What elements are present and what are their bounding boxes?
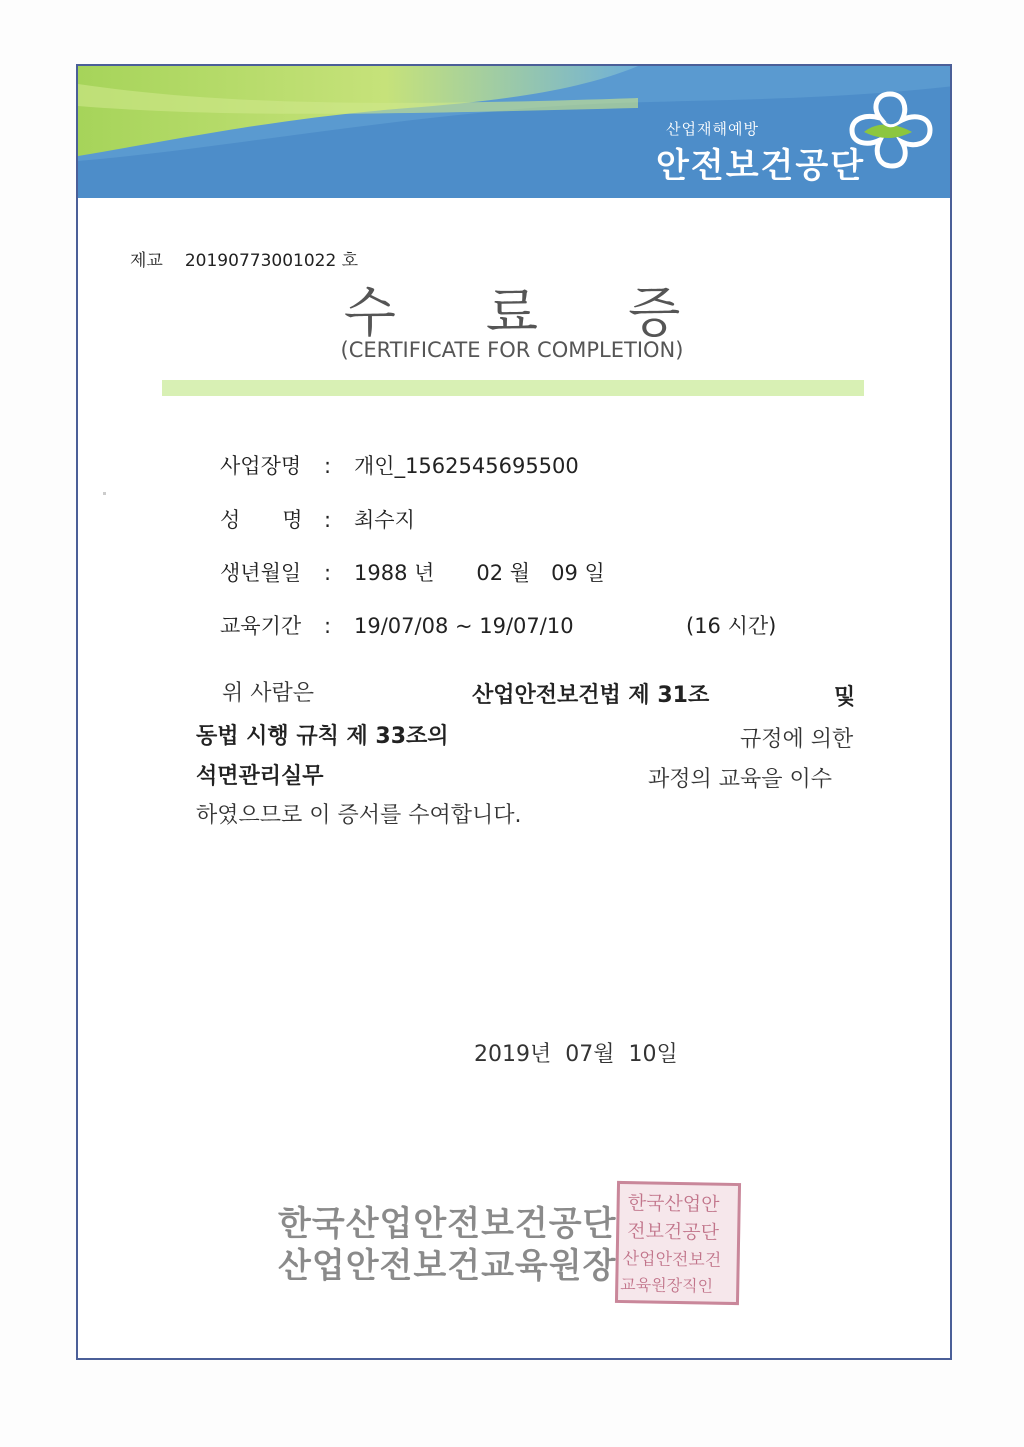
field-hours: (16 시간) — [686, 614, 777, 638]
seal-text: 산업안전보건 — [622, 1249, 722, 1271]
seal-text: 전보건공단 — [627, 1220, 720, 1244]
field-name — [220, 504, 415, 534]
field-value: 1988 년 02 월 09 일 — [354, 561, 605, 585]
field-label: 생년월일 — [220, 561, 302, 585]
field-colon: : — [324, 614, 332, 638]
field-company — [220, 450, 579, 480]
statement-intro: 위 사람은 — [222, 681, 315, 706]
issuer-line-1: 한국산업안전보건공단 — [278, 1204, 617, 1244]
certificate-title: 수료증 — [343, 281, 771, 344]
issuer-line-2: 산업안전보건교육원장 — [278, 1246, 617, 1286]
statement-completed: 과정의 교육을 이수 — [648, 767, 833, 792]
scan-speck — [103, 492, 106, 495]
field-birthdate — [220, 557, 605, 587]
statement-and: 및 — [834, 685, 856, 710]
field-label: 사업장명 — [220, 454, 302, 478]
divider-bar — [162, 380, 864, 396]
statement-closing: 하였으므로 이 증서를 수여합니다. — [196, 803, 522, 828]
official-seal — [615, 1181, 741, 1305]
field-value: 개인_1562545695500 — [354, 454, 579, 478]
certificate-number-value: 20190773001022 호 — [184, 251, 359, 271]
field-colon: : — [324, 561, 332, 585]
certificate-number — [130, 246, 358, 271]
field-colon: : — [324, 508, 332, 532]
field-label: 성 명 — [220, 508, 303, 532]
org-logo-icon — [846, 88, 936, 172]
org-subtitle: 산업재해예방 — [666, 120, 759, 138]
field-value: 19/07/08 ~ 19/07/10 — [354, 614, 574, 638]
org-name: 안전보건공단 — [656, 146, 866, 186]
field-training-period — [220, 610, 574, 640]
certificate-subtitle: (CERTIFICATE FOR COMPLETION) — [340, 338, 684, 362]
statement-course: 석면관리실무 — [196, 764, 324, 789]
seal-text: 한국산업안 — [627, 1192, 720, 1216]
statement-rule: 동법 시행 규칙 제 33조의 — [196, 724, 449, 749]
seal-text: 교육원장직인 — [620, 1275, 714, 1296]
field-colon: : — [324, 454, 332, 478]
certificate-number-label: 제교 — [130, 251, 163, 271]
issue-date: 2019년 07월 10일 — [474, 1042, 678, 1067]
field-label: 교육기간 — [220, 614, 302, 638]
statement-law: 산업안전보건법 제 31조 — [472, 683, 710, 708]
field-value: 최수지 — [354, 508, 415, 532]
statement-per: 규정에 의한 — [740, 727, 854, 752]
